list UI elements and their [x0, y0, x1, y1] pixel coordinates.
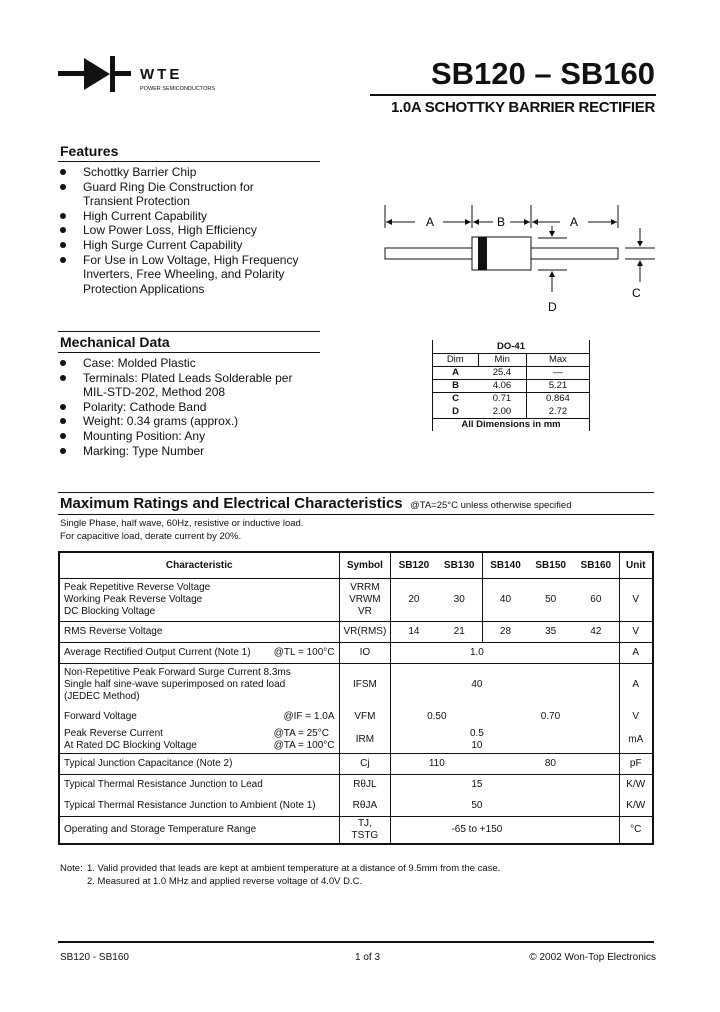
unit-cell: K/W — [619, 775, 653, 796]
symbol-line: VR(RMS) — [343, 625, 387, 637]
characteristic-line: Single half sine-wave superimposed on rated load — [64, 678, 286, 690]
value-cell — [391, 706, 483, 727]
unit-cell: °C — [619, 817, 653, 845]
notes-label: Note: — [60, 863, 83, 874]
ratings-table — [58, 551, 654, 845]
value-cell — [482, 754, 619, 775]
col-header: Dim — [433, 353, 479, 366]
symbol-cell — [339, 775, 391, 796]
symbol-line: RθJA — [352, 799, 378, 811]
note-item: 1. Valid provided that leads are kept at ambient temperature at a distance of 9.5mm from the case. — [87, 863, 501, 874]
list-item-line: Polarity: Cathode Band — [83, 399, 207, 414]
dim-value: 2.00 — [492, 405, 512, 417]
value-line: 14 — [408, 625, 420, 637]
ratings-conditions-text — [60, 517, 303, 543]
mechanical-heading: Mechanical Data — [60, 334, 170, 350]
note-item: 2. Measured at 1.0 MHz and applied reverse voltage of 4.0V D.C. — [87, 876, 363, 887]
test-condition — [274, 647, 335, 659]
characteristic-text — [64, 647, 251, 659]
ratings-condition: @TA=25°C unless otherwise specified — [410, 500, 572, 511]
condition-line: @TL = 100°C — [273, 646, 335, 658]
value-cell — [482, 706, 619, 727]
list-item-line: Protection Applications — [83, 281, 205, 296]
table-row — [59, 817, 653, 845]
value-line: 80 — [544, 758, 556, 769]
characteristic-cell — [59, 775, 339, 796]
characteristic-line: DC Blocking Voltage — [64, 605, 156, 617]
characteristic-line: Operating and Storage Temperature Range — [64, 824, 257, 835]
value-line: 40 — [499, 593, 512, 605]
dim-name: C — [452, 393, 459, 405]
symbol-line: VRWM — [349, 593, 381, 605]
table-row — [59, 796, 653, 817]
value-line: 0.50 — [427, 710, 447, 722]
list-item-line: Low Power Loss, High Efficiency — [83, 223, 257, 238]
column-header: Symbol — [339, 552, 391, 578]
value-line: 35 — [545, 625, 557, 637]
footer-copyright: © 2002 Won-Top Electronics — [529, 952, 656, 963]
value-cell — [482, 578, 528, 621]
condition-line: @TA = 100°C — [273, 740, 335, 751]
dim-value: 4.06 — [478, 379, 526, 392]
value-line: 0.5 — [469, 728, 484, 739]
dim-value: 25.4 — [478, 366, 526, 379]
list-item-line: High Current Capability — [83, 208, 208, 223]
list-item-line: High Surge Current Capability — [83, 237, 243, 252]
characteristic-cell — [59, 663, 339, 706]
characteristic-cell — [59, 706, 339, 727]
ratings-heading-row — [60, 495, 571, 513]
characteristic-line: Peak Repetitive Reverse Voltage — [64, 581, 211, 593]
dim-value: 0.71 — [492, 393, 512, 405]
characteristic-text — [64, 582, 210, 618]
package-outline-diagram — [370, 200, 670, 320]
dim-name: D — [452, 405, 459, 417]
table-row — [433, 379, 590, 392]
value-cell — [391, 621, 437, 642]
col-header: Min — [478, 353, 526, 366]
characteristic-line: At Rated DC Blocking Voltage — [64, 740, 197, 751]
characteristic-text — [64, 711, 137, 723]
condition-line: @IF = 1.0A — [283, 710, 335, 722]
value-cell — [528, 621, 573, 642]
value-line: 42 — [590, 625, 602, 637]
characteristic-text — [64, 824, 256, 836]
characteristic-cell — [59, 817, 339, 845]
list-item — [58, 180, 298, 209]
value-cell — [573, 621, 619, 642]
value-line: 1.0 — [469, 646, 484, 658]
value-cell — [437, 578, 483, 621]
value-line: 50 — [471, 799, 483, 811]
value-cell — [391, 775, 619, 796]
characteristic-text — [64, 800, 316, 812]
column-header: SB130 — [437, 552, 483, 578]
logo-tagline: POWER SEMICONDUCTORS — [140, 86, 216, 92]
symbol-cell — [339, 578, 391, 621]
characteristic-line: Working Peak Reverse Voltage — [64, 593, 203, 605]
value-line: 10 — [471, 740, 483, 751]
characteristic-text — [64, 758, 232, 770]
symbol-cell — [339, 796, 391, 817]
characteristic-text — [64, 728, 197, 752]
symbol-line: IFSM — [352, 678, 377, 690]
list-item — [58, 414, 292, 429]
list-item-line: Inverters, Free Wheeling, and Polarity — [83, 267, 285, 282]
list-item — [58, 238, 298, 253]
table-row — [433, 392, 590, 405]
footer-page-number: 1 of 3 — [355, 952, 381, 963]
column-header: SB160 — [573, 552, 619, 578]
symbol-cell — [339, 663, 391, 706]
value-cell — [391, 663, 619, 706]
characteristic-line: Non-Repetitive Peak Forward Surge Current 8.3ms — [64, 666, 291, 678]
characteristic-text — [64, 626, 162, 638]
col-header: Max — [526, 353, 589, 366]
dim-label-d: D — [548, 300, 557, 314]
value-line: 40 — [471, 678, 483, 690]
characteristic-line: RMS Reverse Voltage — [64, 625, 163, 637]
symbol-line: VRRM — [350, 581, 380, 593]
dim-value: 0.864 — [526, 392, 589, 405]
characteristic-cell — [59, 754, 339, 775]
dim-label-a2: A — [570, 215, 579, 229]
dim-value: — — [526, 366, 589, 379]
column-header: Unit — [619, 552, 653, 578]
unit-cell: V — [632, 593, 640, 605]
value-cell — [573, 578, 619, 621]
symbol-cell — [339, 754, 391, 775]
characteristic-line: (JEDEC Method) — [64, 690, 140, 702]
symbol-line: VR — [357, 605, 372, 617]
list-item-line: Mounting Position: Any — [83, 428, 206, 443]
symbol-line: TJ, TSTG — [351, 818, 379, 841]
list-item — [58, 400, 292, 415]
characteristic-line: Typical Junction Capacitance (Note 2) — [64, 758, 233, 769]
value-line: 60 — [590, 593, 602, 605]
symbol-line: IO — [359, 646, 371, 658]
unit-cell: V — [619, 621, 653, 642]
unit-cell: A — [619, 642, 653, 663]
value-cell — [528, 578, 573, 621]
list-item — [58, 371, 292, 400]
list-item — [58, 356, 292, 371]
symbol-cell — [339, 727, 391, 754]
characteristic-line: Typical Thermal Resistance Junction to Lead — [64, 779, 263, 791]
table-row — [433, 405, 590, 418]
unit-cell: K/W — [626, 799, 646, 811]
value-cell — [391, 754, 483, 775]
list-item-line: Case: Molded Plastic — [83, 356, 196, 370]
table-row — [59, 663, 653, 706]
value-line: 50 — [545, 593, 557, 605]
symbol-cell — [339, 817, 391, 845]
column-header: SB140 — [482, 552, 528, 578]
unit-cell: mA — [628, 734, 644, 745]
value-cell — [391, 796, 619, 817]
value-cell — [437, 621, 483, 642]
list-item-line: MIL-STD-202, Method 208 — [83, 385, 226, 400]
table-row — [59, 754, 653, 775]
characteristic-line: Forward Voltage — [64, 710, 137, 722]
value-cell — [391, 642, 619, 663]
dim-name: B — [433, 379, 479, 392]
table-row — [433, 366, 590, 379]
unit-cell: A — [619, 663, 653, 706]
features-list — [58, 165, 298, 296]
table-row — [59, 775, 653, 796]
characteristic-text — [64, 779, 263, 791]
symbol-line: VFM — [354, 710, 376, 722]
characteristic-cell — [59, 578, 339, 621]
characteristic-line: Peak Reverse Current — [64, 728, 163, 739]
value-cell — [391, 817, 619, 845]
footer-part-range: SB120 - SB160 — [60, 952, 129, 963]
value-cell — [482, 621, 528, 642]
list-item-line: Terminals: Plated Leads Solderable per — [83, 370, 293, 385]
symbol-line: IRM — [355, 734, 375, 745]
table-row — [59, 642, 653, 663]
table-row — [59, 621, 653, 642]
symbol-cell — [339, 621, 391, 642]
column-header: SB120 — [391, 552, 437, 578]
symbol-cell — [339, 642, 391, 663]
dim-label-c: C — [632, 286, 641, 300]
package-table-footer: All Dimensions in mm — [433, 418, 590, 431]
value-line: 21 — [453, 625, 465, 637]
package-name: DO-41 — [433, 340, 590, 353]
condition-line: For capacitive load, derate current by 20%. — [60, 531, 242, 542]
value-line: 20 — [408, 593, 420, 605]
list-item — [58, 165, 298, 180]
symbol-cell — [339, 706, 391, 727]
condition-line: Single Phase, half wave, 60Hz, resistive or inductive load. — [60, 518, 304, 529]
list-item-line: For Use in Low Voltage, High Frequency — [83, 252, 299, 267]
package-dimensions-table — [432, 340, 590, 431]
value-line: 0.70 — [540, 710, 561, 722]
ratings-heading: Maximum Ratings and Electrical Characteristics — [60, 495, 403, 512]
list-item — [58, 209, 298, 224]
test-condition — [274, 728, 335, 752]
list-item — [58, 253, 298, 297]
dim-value: 2.72 — [526, 405, 589, 418]
list-item-line: Schottky Barrier Chip — [83, 165, 197, 179]
list-item — [58, 429, 292, 444]
value-cell — [391, 578, 437, 621]
symbol-line: Cj — [360, 758, 370, 769]
page-title: SB120 – SB160 — [430, 56, 655, 91]
list-item-line: Marking: Type Number — [83, 443, 205, 458]
value-cell — [391, 727, 619, 754]
value-line: 28 — [499, 625, 512, 637]
dim-label-a: A — [426, 215, 435, 229]
logo-brand: WTE — [140, 66, 183, 83]
list-item — [58, 444, 292, 459]
characteristic-cell — [59, 621, 339, 642]
page-subtitle: 1.0A SCHOTTKY BARRIER RECTIFIER — [390, 99, 655, 116]
symbol-line: RθJL — [353, 779, 377, 791]
table-row — [59, 727, 653, 754]
dim-name: A — [433, 366, 479, 379]
notes — [60, 862, 500, 888]
table-row — [59, 578, 653, 621]
list-item-line: Weight: 0.34 grams (approx.) — [83, 414, 239, 429]
features-heading: Features — [60, 143, 119, 159]
unit-cell: V — [632, 710, 640, 722]
value-line: 15 — [471, 779, 483, 791]
test-condition — [283, 711, 334, 723]
list-item — [58, 223, 298, 238]
unit-cell: pF — [619, 754, 653, 775]
list-item-line: Guard Ring Die Construction for — [83, 179, 254, 194]
condition-line: @TA = 25°C — [273, 728, 329, 739]
list-item-line: Transient Protection — [83, 194, 190, 209]
column-header: SB150 — [528, 552, 573, 578]
dim-value: 5.21 — [526, 379, 589, 392]
characteristic-cell — [59, 642, 339, 663]
characteristic-line: Typical Thermal Resistance Junction to Ambient (Note 1) — [64, 799, 316, 811]
characteristic-cell — [59, 796, 339, 817]
dim-label-b: B — [497, 215, 506, 229]
value-line: 30 — [453, 593, 465, 605]
column-header: Characteristic — [59, 552, 339, 578]
characteristic-line: Average Rectified Output Current (Note 1) — [64, 646, 251, 658]
characteristic-cell — [59, 727, 339, 754]
characteristic-text — [64, 667, 291, 703]
table-row — [59, 706, 653, 727]
value-line: 110 — [428, 758, 445, 769]
mechanical-list — [58, 356, 292, 458]
diode-logo-icon — [58, 54, 134, 94]
value-line: -65 to +150 — [451, 824, 503, 835]
